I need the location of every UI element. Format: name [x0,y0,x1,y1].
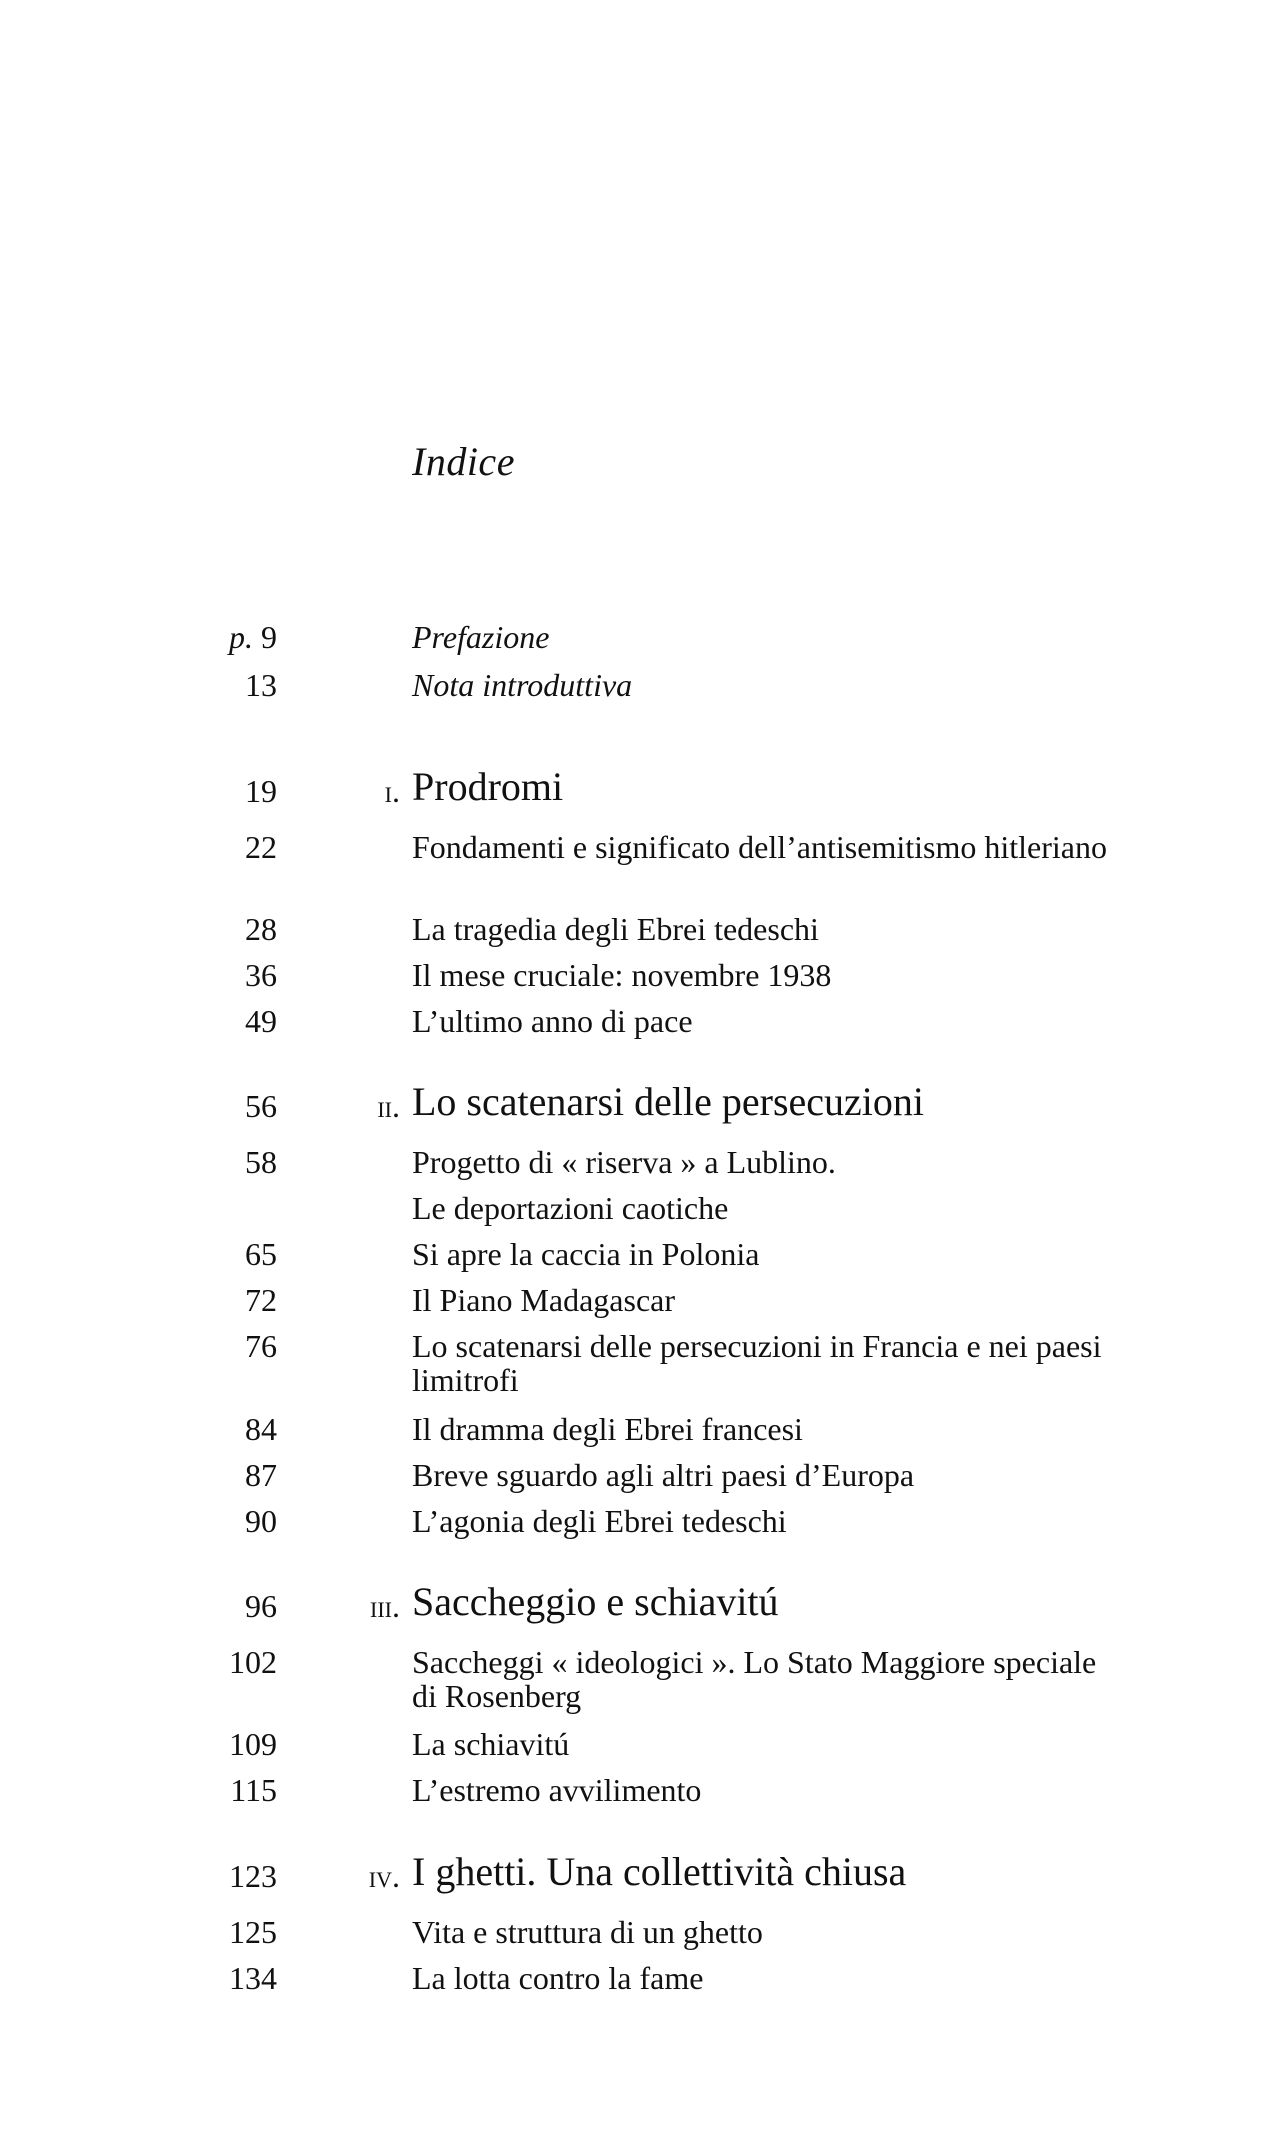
section-title: L’ultimo anno di pace [412,1003,693,1039]
page-number-value: 36 [245,957,277,993]
page-number-value: 123 [229,1858,277,1894]
page-number-value: 96 [245,1588,277,1624]
chapter-numeral: ii. [377,1088,400,1124]
page-number [150,1727,277,1761]
page-prefix: p. [229,619,253,655]
page-number [150,1145,277,1179]
section-title: La schiavitú [412,1726,570,1762]
page-number-value: 19 [245,773,277,809]
page-number-value: 72 [245,1282,277,1318]
page-number [150,620,277,654]
chapter-title: I ghetti. Una collettività chiusa [412,1849,907,1894]
page-number-value: 109 [229,1726,277,1762]
section-title: La tragedia degli Ebrei tedeschi [412,911,819,947]
page-number [150,1283,277,1317]
section-title: Il dramma degli Ebrei francesi [412,1411,803,1447]
section-title: L’estremo avvilimento [412,1772,702,1808]
page-number [150,1915,277,1949]
page-number [150,1584,277,1628]
page-number-value: 56 [245,1088,277,1124]
chapter-title: Lo scatenarsi delle persecuzioni [412,1079,924,1124]
section-title: Il Piano Madagascar [412,1282,676,1318]
page-number-value: 9 [261,619,277,655]
page-number-value: 49 [245,1003,277,1039]
page-number-value: 65 [245,1236,277,1272]
chapter-numeral: iii. [370,1588,400,1624]
page-number-value: 90 [245,1503,277,1539]
page-number [150,1084,277,1128]
page-number [150,1961,277,1995]
section-title: Saccheggi « ideologici ». Lo Stato Maggiore speciale di Rosenberg [412,1644,1097,1714]
chapter-numeral: i. [384,773,400,809]
section-title: Si apre la caccia in Polonia [412,1236,760,1272]
section-title: Le deportazioni caotiche [412,1190,729,1226]
page-number [150,1004,277,1038]
section-title: Progetto di « riserva » a Lublino. [412,1144,836,1180]
page-number-value: 84 [245,1411,277,1447]
page-number [150,1237,277,1271]
section-title: Vita e struttura di un ghetto [412,1914,763,1950]
page-number-value: 28 [245,911,277,947]
section-title: Il mese cruciale: novembre 1938 [412,957,832,993]
page-number [150,1504,277,1538]
chapter-title: Saccheggio e schiavitú [412,1579,779,1624]
page-number [150,1645,277,1679]
page-number-value: 125 [229,1914,277,1950]
page-number-value: 58 [245,1144,277,1180]
page-number-value: 76 [245,1328,277,1364]
section-title: La lotta contro la fame [412,1960,704,1996]
section-title: L’agonia degli Ebrei tedeschi [412,1503,787,1539]
page-number [150,1458,277,1492]
page-number [150,958,277,992]
page-number [150,830,277,864]
chapter-title: Prodromi [412,764,564,809]
section-title: Prefazione [412,619,550,655]
section-title: Breve sguardo agli altri paesi d’Europa [412,1457,915,1493]
page-number-value: 102 [229,1644,277,1680]
page-number [150,912,277,946]
section-title: Lo scatenarsi delle persecuzioni in Francia e nei paesi limitrofi [412,1328,1102,1398]
page-number-value: 87 [245,1457,277,1493]
page-number [150,769,277,813]
page-number-value: 13 [245,667,277,703]
page-number-value: 134 [229,1960,277,1996]
chapter-numeral: iv. [368,1858,400,1894]
page-number-value: 115 [230,1772,277,1808]
page-number-value: 22 [245,829,277,865]
page-number [150,1854,277,1898]
page-number [150,1773,277,1807]
page-number [150,1412,277,1446]
section-title: Nota introduttiva [412,667,633,703]
section-title: Fondamenti e significato dell’antisemitismo hitleriano [412,829,1107,865]
page-number [150,1329,277,1363]
page-number [150,668,277,702]
page-title: Indice [412,439,515,484]
